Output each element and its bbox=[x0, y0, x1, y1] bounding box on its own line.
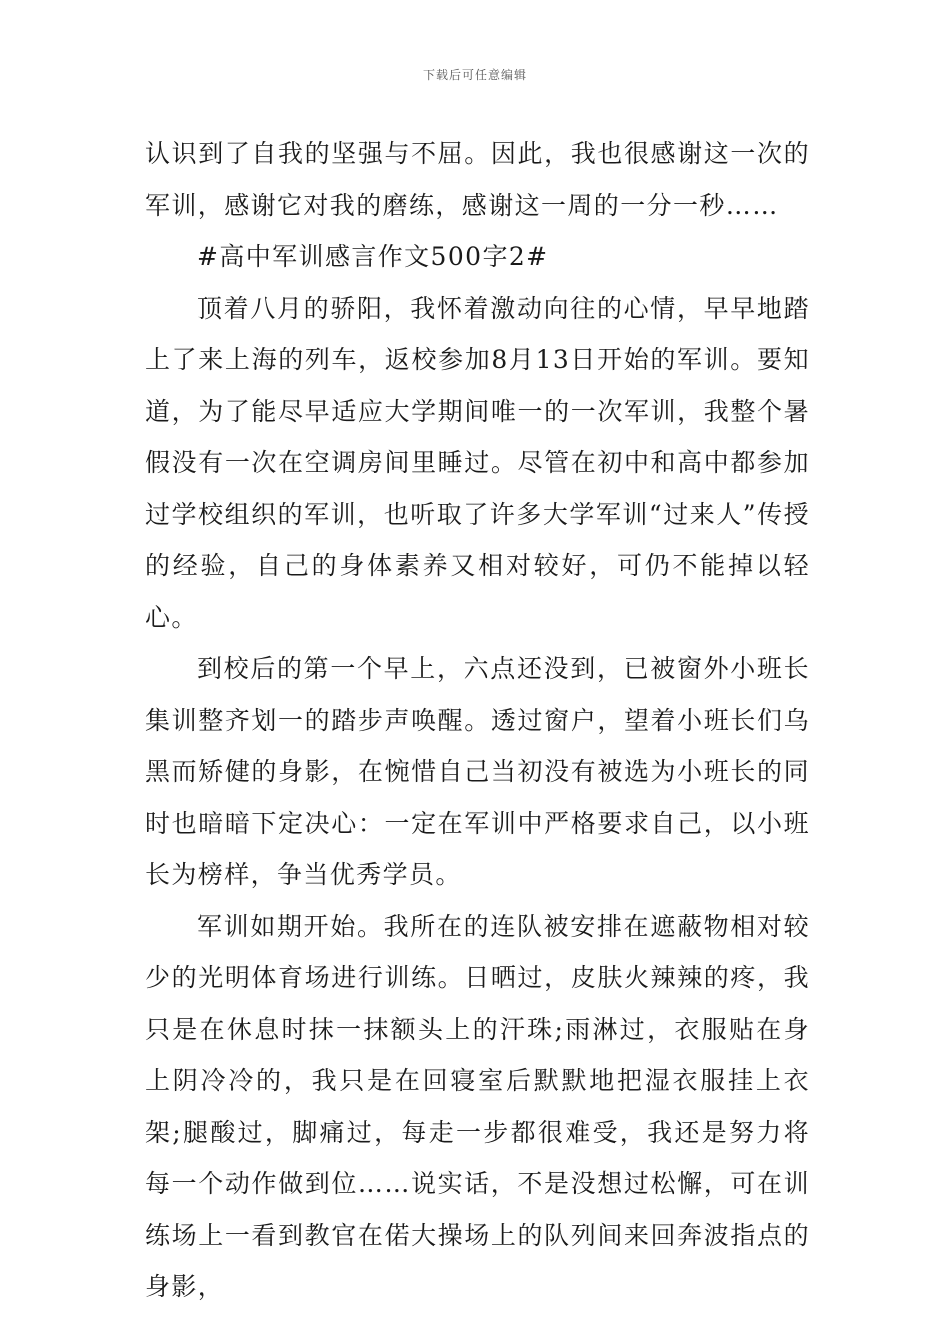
paragraph: 顶着八月的骄阳，我怀着激动向往的心情，早早地踏上了来上海的列车，返校参加8月13日开始的军训。要知道，为了能尽早适应大学期间唯一的一次军训，我整个暑假没有一次在空调房间里睡过。尽管在初中和高中都参加过学校组织的军训，也听取了许多大学军训“过来人”传授的经验，自己的身体素养又相对较好，可仍不能掉以轻心。 bbox=[145, 293, 810, 632]
section-heading: #高中军训感言作文500字2# bbox=[197, 242, 549, 271]
page-header: 下载后可任意编辑 bbox=[422, 68, 527, 82]
document-body bbox=[145, 128, 810, 1313]
paragraph: 军训如期开始。我所在的连队被安排在遮蔽物相对较少的光明体育场进行训练。日晒过，皮肤火辣辣的疼，我只是在休息时抹一抹额头上的汗珠;雨淋过，衣服贴在身上阴冷冷的，我只是在回寝室后默默地把湿衣服挂上衣架;腿酸过，脚痛过，每走一步都很难受，我还是努力将每一个动作做到位……说实话，不是没想过松懈，可在训练场上一看到教官在偌大操场上的队列间来回奔波指点的身影， bbox=[145, 911, 810, 1301]
paragraph: 到校后的第一个早上，六点还没到，已被窗外小班长集训整齐划一的踏步声唤醒。透过窗户，望着小班长们乌黑而矫健的身影，在惋惜自己当初没有被选为小班长的同时也暗暗下定决心：一定在军训中严格要求自己，以小班长为榜样，争当优秀学员。 bbox=[145, 654, 810, 889]
paragraph: 认识到了自我的坚强与不屈。因此，我也很感谢这一次的军训，感谢它对我的磨练，感谢这一周的一分一秒…… bbox=[145, 139, 810, 220]
